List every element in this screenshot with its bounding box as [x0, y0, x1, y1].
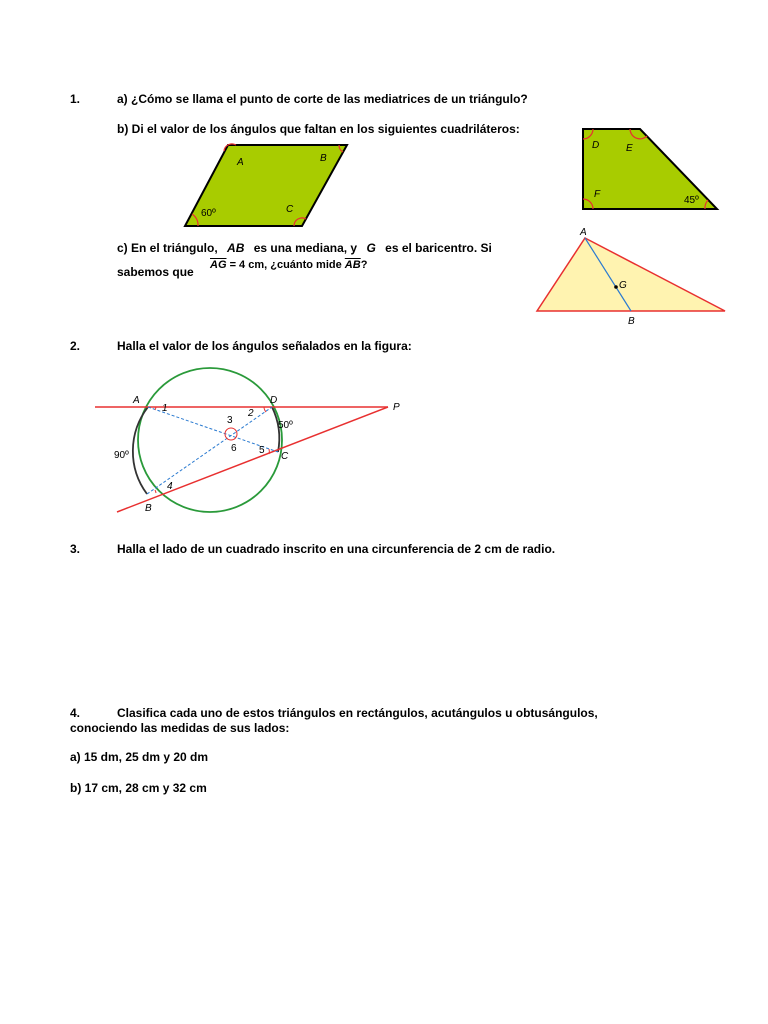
- label-arc-50: 50º: [278, 420, 293, 431]
- label-d: D: [592, 140, 600, 151]
- q3-number: 3.: [70, 542, 81, 556]
- label-b: B: [320, 153, 327, 164]
- label-circle-a: A: [133, 395, 140, 406]
- secant-bc: [117, 407, 388, 512]
- label-angle-2: 2: [248, 408, 254, 419]
- label-arc-90: 90º: [114, 450, 129, 461]
- q1-c-ag: $\overline{AG}$: [210, 259, 227, 271]
- label-angle-4: 4: [167, 481, 173, 492]
- label-circle-p: P: [393, 402, 400, 413]
- q1-c-ab: AB: [227, 241, 245, 255]
- q1-c-line2b: [210, 258, 367, 272]
- label-angle-6: 6: [231, 443, 237, 454]
- q1-a-text: a) ¿Cómo se llama el punto de corte de las mediatrices de un triángulo?: [117, 92, 528, 106]
- label-angle-3: 3: [227, 415, 233, 426]
- q1-c-g: G: [366, 241, 376, 255]
- angle-mark-center: [225, 428, 237, 440]
- q4-b: b) 17 cm, 28 cm y 32 cm: [70, 781, 207, 795]
- q4-text-line1: Clasifica cada uno de estos triángulos en rectángulos, acutángulos u obtusángulos,: [117, 706, 598, 720]
- label-circle-b: B: [145, 503, 152, 514]
- label-circle-c: C: [281, 451, 289, 462]
- chord-bd: [147, 407, 272, 494]
- label-a: A: [237, 157, 244, 168]
- label-triangle-b: B: [628, 316, 635, 327]
- parallelogram-figure: [180, 140, 355, 232]
- q1-c-ab2: $\overline{AB}$: [344, 259, 361, 271]
- label-triangle-g: G: [619, 280, 627, 291]
- label-45: 45º: [684, 195, 699, 206]
- q1-c-q: ?: [360, 259, 368, 271]
- q1-number: 1.: [70, 92, 81, 106]
- trapezoid-figure: [580, 126, 725, 214]
- label-c: C: [286, 204, 294, 215]
- q4-text-line2: conociendo las medidas de sus lados:: [70, 721, 290, 735]
- q2-text: Halla el valor de los ángulos señalados en la figura:: [117, 339, 412, 353]
- label-triangle-a: A: [580, 227, 587, 238]
- label-angle-5: 5: [259, 445, 265, 456]
- q1-c-line1: [117, 241, 492, 255]
- label-e: E: [626, 143, 633, 154]
- q1-c-line2: sabemos que: [117, 265, 194, 279]
- q1-c-mid: es una mediana, y: [253, 241, 358, 255]
- triangle-figure: [532, 228, 732, 328]
- q1-b-text: b) Di el valor de los ángulos que faltan en los siguientes cuadriláteros:: [117, 122, 520, 136]
- q3-text: Halla el lado de un cuadrado inscrito en una circunferencia de 2 cm de radio.: [117, 542, 556, 556]
- q1-c-eq: = 4 cm, ¿cuánto mide: [229, 259, 342, 271]
- label-f: F: [594, 189, 601, 200]
- label-circle-d: D: [270, 395, 278, 406]
- q2-number: 2.: [70, 339, 81, 353]
- triangle-shape: [537, 238, 725, 311]
- circle-figure: [90, 360, 410, 530]
- q4-a: a) 15 dm, 25 dm y 20 dm: [70, 750, 209, 764]
- q4-number: 4.: [70, 706, 81, 720]
- q1-c-pre: c) En el triángulo,: [117, 241, 218, 255]
- angle-mark-4: [155, 490, 156, 493]
- q1-c-post: es el baricentro. Si: [385, 241, 492, 255]
- centroid-point: [614, 285, 618, 289]
- arc-left-90: [133, 407, 148, 494]
- circle-shape: [138, 368, 282, 512]
- label-angle-1: 1: [162, 403, 168, 414]
- label-60: 60º: [201, 208, 216, 219]
